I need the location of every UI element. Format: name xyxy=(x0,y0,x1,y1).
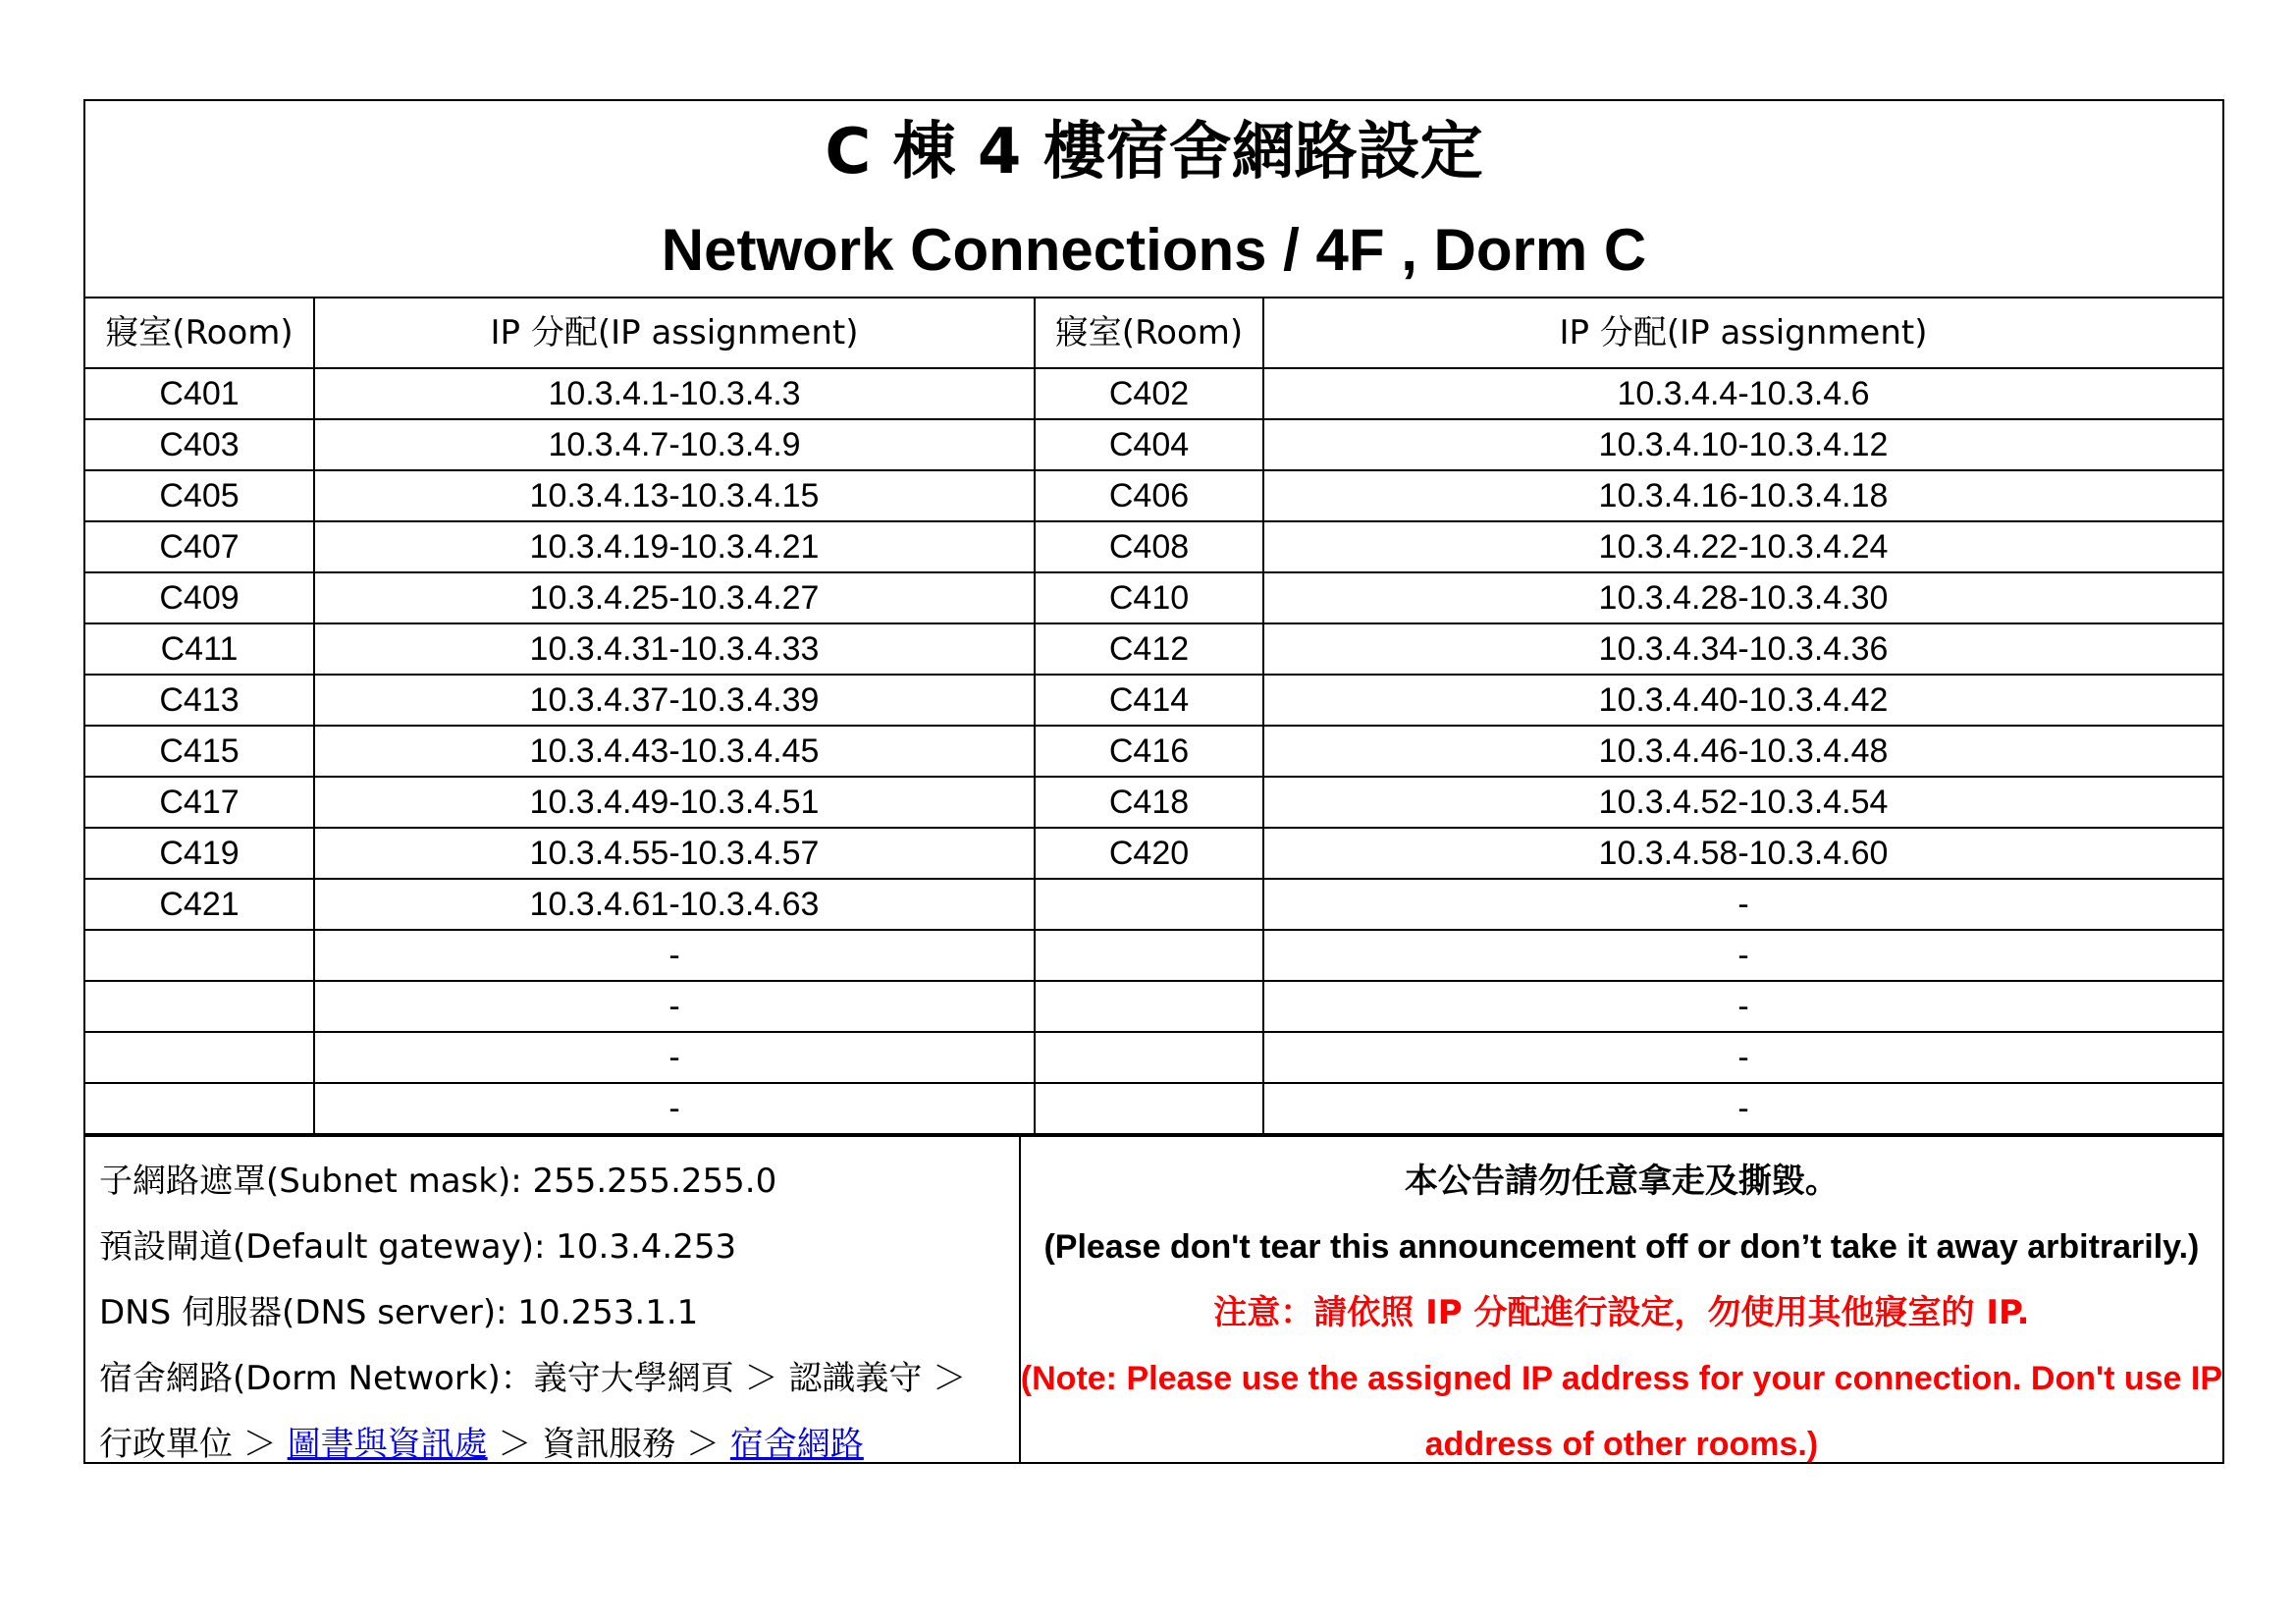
dorm-network-path: 宿舍網路(Dorm Network)：義守大學網頁 ＞ 認識義守 ＞ xyxy=(99,1359,967,1398)
cell-ip-right: 10.3.4.10-10.3.4.12 xyxy=(1263,419,2222,470)
notice-chinese: 本公告請勿任意拿走及撕毀。 xyxy=(1404,1162,1839,1201)
table-row xyxy=(85,930,2222,981)
cell-room-left: C413 xyxy=(85,675,314,726)
cell-ip-right: 10.3.4.58-10.3.4.60 xyxy=(1263,828,2222,879)
cell-ip-left: 10.3.4.25-10.3.4.27 xyxy=(314,572,1035,623)
cell-ip-right: 10.3.4.28-10.3.4.30 xyxy=(1263,572,2222,623)
table-row xyxy=(85,879,2222,930)
cell-room-left xyxy=(85,930,314,981)
header-room-right: 寢室(Room) xyxy=(1035,298,1263,368)
cell-room-left: C409 xyxy=(85,572,314,623)
cell-ip-left: 10.3.4.49-10.3.4.51 xyxy=(314,777,1035,828)
warning-chinese: 注意：請依照 IP 分配進行設定，勿使用其他寢室的 IP. xyxy=(1213,1293,2030,1332)
cell-room-left: C411 xyxy=(85,623,314,675)
cell-ip-right: - xyxy=(1263,1032,2222,1083)
cell-ip-right: 10.3.4.4-10.3.4.6 xyxy=(1263,368,2222,419)
dorm-network-path-line2 xyxy=(99,1420,1019,1486)
cell-room-left xyxy=(85,1032,314,1083)
library-info-link[interactable]: 圖書與資訊處 xyxy=(287,1425,488,1464)
cell-room-right xyxy=(1035,879,1263,930)
cell-room-left xyxy=(85,981,314,1032)
cell-ip-right: 10.3.4.34-10.3.4.36 xyxy=(1263,623,2222,675)
warning-english-line1: (Note: Please use the assigned IP address for your connection. Don't use IP xyxy=(1020,1360,2222,1397)
table-row xyxy=(85,572,2222,623)
cell-ip-left: 10.3.4.13-10.3.4.15 xyxy=(314,470,1035,521)
cell-ip-left: - xyxy=(314,1032,1035,1083)
table-row xyxy=(85,368,2222,419)
subnet-mask-text: 子網路遮罩(Subnet mask): 255.255.255.0 xyxy=(99,1162,777,1201)
cell-room-right xyxy=(1035,1032,1263,1083)
notice-english: (Please don't tear this announcement off or don’t take it away arbitrarily.) xyxy=(1043,1228,2200,1266)
table-row xyxy=(85,726,2222,777)
table-row xyxy=(85,1083,2222,1134)
cell-ip-left: 10.3.4.61-10.3.4.63 xyxy=(314,879,1035,930)
cell-room-left: C421 xyxy=(85,879,314,930)
default-gateway-text: 預設閘道(Default gateway): 10.3.4.253 xyxy=(99,1227,737,1267)
header-ip-left: IP 分配(IP assignment) xyxy=(314,298,1035,368)
cell-ip-left: 10.3.4.43-10.3.4.45 xyxy=(314,726,1035,777)
header-ip-right: IP 分配(IP assignment) xyxy=(1263,298,2222,368)
cell-ip-right: 10.3.4.16-10.3.4.18 xyxy=(1263,470,2222,521)
cell-ip-left: - xyxy=(314,1083,1035,1134)
cell-room-left: C417 xyxy=(85,777,314,828)
cell-room-left: C407 xyxy=(85,521,314,572)
table-row xyxy=(85,521,2222,572)
cell-ip-right: - xyxy=(1263,1083,2222,1134)
table-row xyxy=(85,828,2222,879)
cell-ip-right: 10.3.4.22-10.3.4.24 xyxy=(1263,521,2222,572)
cell-room-right: C406 xyxy=(1035,470,1263,521)
cell-room-left: C401 xyxy=(85,368,314,419)
table-row xyxy=(85,623,2222,675)
dns-server-text: DNS 伺服器(DNS server): 10.253.1.1 xyxy=(99,1293,699,1332)
table-row xyxy=(85,1032,2222,1083)
network-settings-sheet xyxy=(83,99,2224,1464)
cell-ip-right: - xyxy=(1263,981,2222,1032)
cell-ip-left: 10.3.4.1-10.3.4.3 xyxy=(314,368,1035,419)
cell-room-left xyxy=(85,1083,314,1134)
cell-room-right: C404 xyxy=(1035,419,1263,470)
cell-ip-left: - xyxy=(314,930,1035,981)
cell-room-left: C403 xyxy=(85,419,314,470)
table-row xyxy=(85,419,2222,470)
table-row xyxy=(85,981,2222,1032)
cell-ip-left: - xyxy=(314,981,1035,1032)
page-title-english: Network Connections / 4F , Dorm C xyxy=(661,217,1647,283)
cell-ip-right: 10.3.4.40-10.3.4.42 xyxy=(1263,675,2222,726)
table-row xyxy=(85,777,2222,828)
page-title-chinese: C 棟 4 樓宿舍網路設定 xyxy=(825,116,1483,189)
cell-ip-right: - xyxy=(1263,879,2222,930)
cell-room-right: C402 xyxy=(1035,368,1263,419)
table-row xyxy=(85,675,2222,726)
cell-room-right: C414 xyxy=(1035,675,1263,726)
cell-room-right: C408 xyxy=(1035,521,1263,572)
cell-room-left: C415 xyxy=(85,726,314,777)
cell-room-right xyxy=(1035,1083,1263,1134)
cell-room-right: C416 xyxy=(1035,726,1263,777)
cell-ip-left: 10.3.4.31-10.3.4.33 xyxy=(314,623,1035,675)
notice-section xyxy=(1021,1137,2222,1464)
path-prefix: 行政單位 ＞ xyxy=(99,1425,288,1464)
header-room-left: 寢室(Room) xyxy=(85,298,314,368)
cell-ip-left: 10.3.4.37-10.3.4.39 xyxy=(314,675,1035,726)
cell-room-right: C418 xyxy=(1035,777,1263,828)
cell-ip-left: 10.3.4.7-10.3.4.9 xyxy=(314,419,1035,470)
cell-ip-left: 10.3.4.55-10.3.4.57 xyxy=(314,828,1035,879)
dorm-network-link[interactable]: 宿舍網路 xyxy=(729,1425,864,1464)
cell-ip-right: 10.3.4.52-10.3.4.54 xyxy=(1263,777,2222,828)
cell-room-right xyxy=(1035,930,1263,981)
cell-room-right: C410 xyxy=(1035,572,1263,623)
cell-ip-right: 10.3.4.46-10.3.4.48 xyxy=(1263,726,2222,777)
cell-room-right: C420 xyxy=(1035,828,1263,879)
table-row xyxy=(85,470,2222,521)
cell-ip-left: 10.3.4.19-10.3.4.21 xyxy=(314,521,1035,572)
cell-ip-right: - xyxy=(1263,930,2222,981)
cell-room-left: C419 xyxy=(85,828,314,879)
cell-room-right: C412 xyxy=(1035,623,1263,675)
warning-english-line2: address of other rooms.) xyxy=(1424,1426,1819,1463)
cell-room-right xyxy=(1035,981,1263,1032)
path-middle: ＞ 資訊服務 ＞ xyxy=(487,1425,730,1464)
network-settings-info xyxy=(85,1137,1021,1464)
info-section xyxy=(85,1135,2222,1464)
table-header-row xyxy=(85,298,2222,368)
title-block xyxy=(85,101,2222,298)
cell-room-left: C405 xyxy=(85,470,314,521)
ip-assignment-table xyxy=(85,298,2222,1135)
